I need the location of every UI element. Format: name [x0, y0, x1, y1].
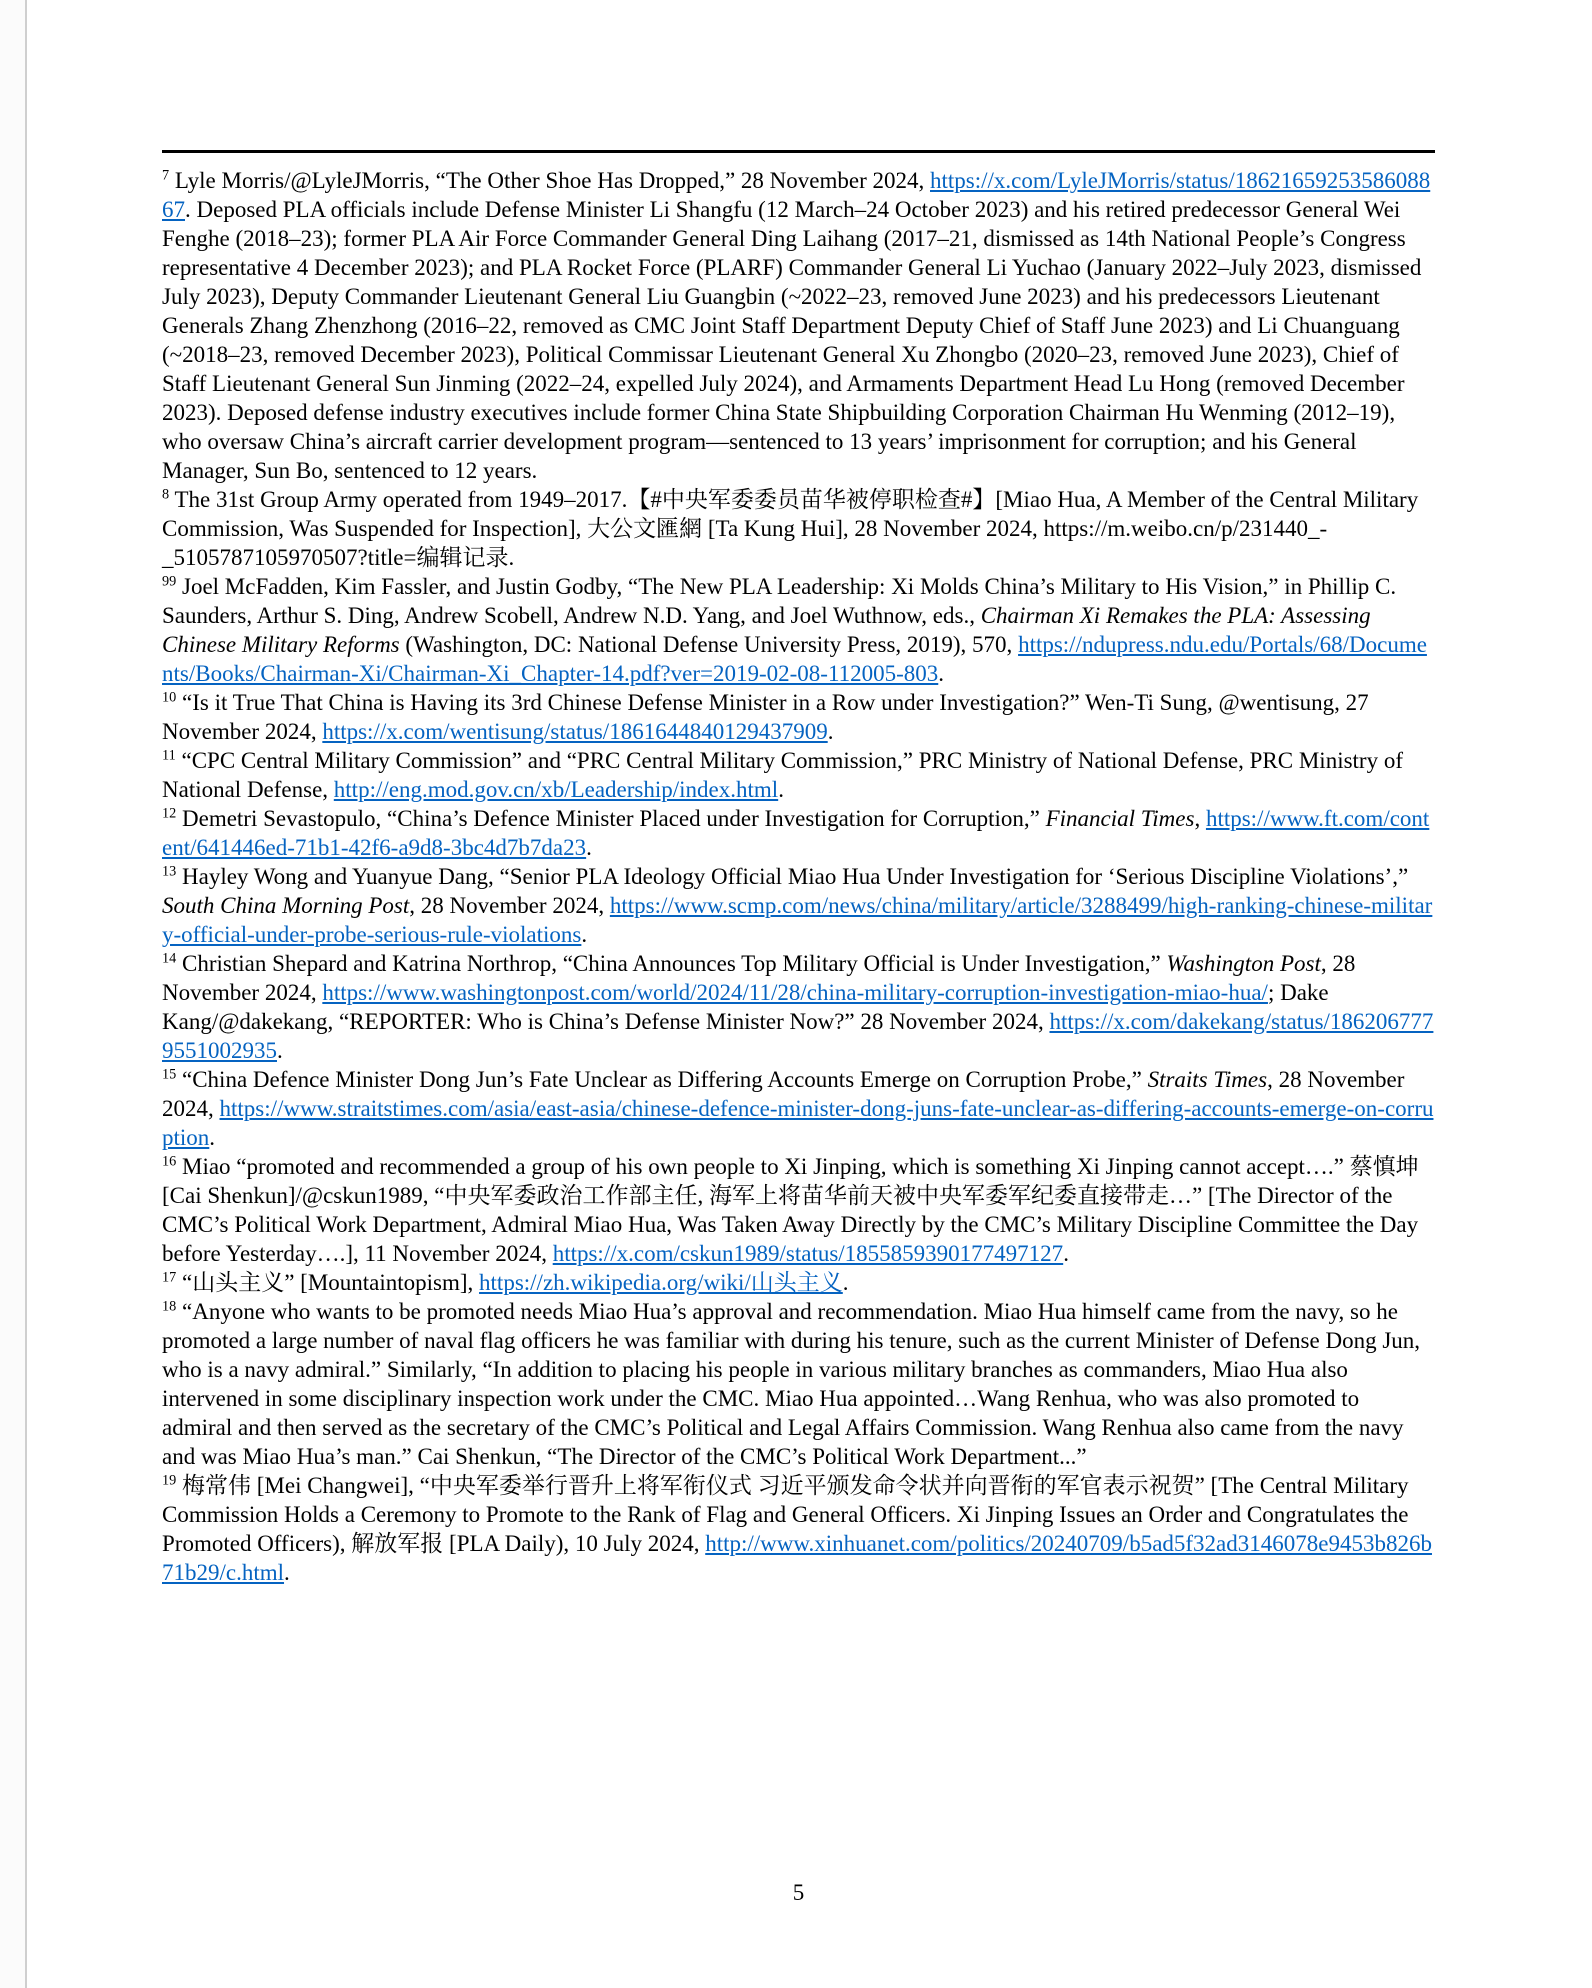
footnote-link[interactable]: http://eng.mod.gov.cn/xb/Leadership/index.html [333, 777, 779, 802]
footnote-number: 16 [162, 1153, 177, 1170]
page-margin-strip [0, 0, 25, 1988]
footnote-separator-rule [162, 150, 1435, 153]
footnote-99: $^{99}$ Joel McFadden, Kim Fassler, and Justin Godby, “The New PLA Leadership: Xi Molds China’s Military to His Vision,” in Phillip C. Saunders, Arthur S. Ding, Andrew Scobell, Andrew N.D. Yang, and Joel Wuthnow, eds., Chairman Xi Remakes the PLA: Assessing Chinese Military Reforms (Washington, DC: National Defense University Press, 2019), 570, https://ndupress.ndu.edu/Portals/68/Documents/Books/Chairman-Xi/Chairman-Xi_Chapter-14.pdf?ver=2019-02-08-112005-803. [162, 573, 1427, 686]
footnote-link[interactable]: https://www.washingtonpost.com/world/2024/11/28/china-military-corruption-investigation-miao-hua/ [322, 980, 1268, 1005]
footnote-number: 18 [162, 1298, 177, 1315]
footnote-number: 13 [162, 863, 177, 880]
footnote-italic-text: Chairman Xi Remakes the PLA: Assessing Chinese Military Reforms [162, 603, 1371, 657]
footnote-number: 17 [162, 1269, 177, 1286]
footnote-number: 15 [162, 1066, 177, 1083]
footnote-link[interactable]: https://x.com/LyleJMorris/status/1862165925358608867 [162, 168, 1431, 222]
page-number: 5 [792, 1880, 805, 1905]
footnote-17: $^{17}$ “山头主义” [Mountaintopism], https://zh.wikipedia.org/wiki/山头主义. [162, 1269, 849, 1295]
footnote-link[interactable]: https://www.ft.com/content/641446ed-71b1-42f6-a9d8-3bc4d7b7da23 [162, 806, 1430, 860]
footnote-8: $^8$ The 31st Group Army operated from 1949–2017.【#中央军委委员苗华被停职检查#】[Miao Hua, A Member of the Central Military Commission, Was Suspended for Inspection], 大公文匯網 [Ta Kung Hui], 28 November 2024, https://m.weibo.cn/p/231440_-_5105787105970507?title=编辑记录. [162, 486, 1419, 570]
footnote-number: 14 [162, 950, 177, 967]
footnote-number: 11 [162, 747, 176, 764]
footnote-19: $^{19}$ 梅常伟 [Mei Changwei], “中央军委举行晋升上将军衔仪式 习近平颁发命令状并向晋衔的军官表示祝贺” [The Central Military Commission Holds a Ceremony to Promote to the Rank of Flag and General Officers. Xi Jinping Issues an Order and Congratulates the Promoted Officers), 解放军报 [PLA Daily), 10 July 2024, http://www.xinhuanet.com/politics/20240709/b5ad5f32ad3146078e9453b826b71b29/c.html. [162, 1472, 1432, 1585]
footnote-13: $^{13}$ Hayley Wong and Yuanyue Dang, “Senior PLA Ideology Official Miao Hua Under Investigation for ‘Serious Discipline Violations’,” South China Morning Post, 28 November 2024, https://www.scmp.com/news/china/military/article/3288499/high-ranking-chinese-military-official-under-probe-serious-rule-violations. [162, 863, 1433, 947]
footnote-link[interactable]: https://x.com/dakekang/status/1862067779551002935 [162, 1009, 1434, 1063]
footnote-7: $^7$ Lyle Morris/@LyleJMorris, “The Other Shoe Has Dropped,” 28 November 2024, https://x.com/LyleJMorris/status/1862165925358608867. Deposed PLA officials include Defense Minister Li Shangfu (12 March–24 October 2023) and his retired predecessor General Wei Fenghe (2018–23); former PLA Air Force Commander General Ding Laihang (2017–21, dismissed as 14th National People’s Congress representative 4 December 2023); and PLA Rocket Force (PLARF) Commander General Li Yuchao (January 2022–July 2023, dismissed July 2023), Deputy Commander Lieutenant General Liu Guangbin (~2022–23, removed June 2023) and his predecessors Lieutenant Generals Zhang Zhenzhong (2016–22, removed as CMC Joint Staff Department Deputy Chief of Staff June 2023) and Li Chuanguang (~2018–23, removed December 2023), Political Commissar Lieutenant General Xu Zhongbo (2020–23, removed June 2023), Chief of Staff Lieutenant General Sun Jinming (2022–24, expelled July 2024), and Armaments Department Head Lu Hong (removed December 2023). Deposed defense industry executives include former China State Shipbuilding Corporation Chairman Hu Wenming (2012–19), who oversaw China’s aircraft carrier development program—sentenced to 13 years’ imprisonment for corruption; and his General Manager, Sun Bo, sentenced to 12 years. [162, 167, 1431, 483]
footnote-10: $^{10}$ “Is it True That China is Having its 3rd Chinese Defense Minister in a Row under Investigation?” Wen-Ti Sung, @wentisung, 27 November 2024, https://x.com/wentisung/status/1861644840129437909. [162, 689, 1369, 744]
footnotes-list [162, 166, 1435, 1587]
footnote-15: $^{15}$ “China Defence Minister Dong Jun’s Fate Unclear as Differing Accounts Emerge on Corruption Probe,” Straits Times, 28 November 2024, https://www.straitstimes.com/asia/east-asia/chinese-defence-minister-dong-juns-fate-unclear-as-differing-accounts-emerge-on-corruption. [162, 1066, 1434, 1150]
footnote-link[interactable]: https://x.com/cskun1989/status/1855859390177497127 [552, 1241, 1064, 1266]
footnote-link[interactable]: http://www.xinhuanet.com/politics/20240709/b5ad5f32ad3146078e9453b826b71b29/c.html [162, 1531, 1432, 1585]
footnote-number: 8 [162, 486, 170, 503]
footnote-11: $^{11}$ “CPC Central Military Commission” and “PRC Central Military Commission,” PRC Ministry of National Defense, PRC Ministry of National Defense, http://eng.mod.gov.cn/xb/Leadership/index.html. [162, 747, 1403, 802]
footnotes-section [162, 150, 1435, 1587]
footnote-italic-text: Washington Post [1166, 951, 1321, 976]
footnote-link[interactable]: https://ndupress.ndu.edu/Portals/68/Documents/Books/Chairman-Xi/Chairman-Xi_Chapter-14.pdf?ver=2019-02-08-112005-803 [162, 632, 1427, 686]
footnote-link[interactable]: https://x.com/wentisung/status/1861644840129437909 [322, 719, 828, 744]
footnote-number: 99 [162, 573, 177, 590]
footnote-italic-text: Straits Times [1147, 1067, 1268, 1092]
footnote-number: 12 [162, 805, 177, 822]
footnote-italic-text: South China Morning Post [162, 893, 410, 918]
footnote-14: $^{14}$ Christian Shepard and Katrina Northrop, “China Announces Top Military Official is Under Investigation,” Washington Post, 28 November 2024, https://www.washingtonpost.com/world/2024/11/28/china-military-corruption-investigation-miao-hua/; Dake Kang/@dakekang, “REPORTER: Who is China’s Defense Minister Now?” 28 November 2024, https://x.com/dakekang/status/1862067779551002935. [162, 950, 1434, 1063]
footnote-number: 19 [162, 1472, 177, 1489]
footnote-link[interactable]: https://www.straitstimes.com/asia/east-asia/chinese-defence-minister-dong-juns-fate-unclear-as-differing-accounts-emerge-on-corruption [162, 1096, 1434, 1150]
footnote-link[interactable]: https://www.scmp.com/news/china/military/article/3288499/high-ranking-chinese-military-official-under-probe-serious-rule-violations [162, 893, 1433, 947]
footnote-number: 7 [162, 167, 170, 184]
footnote-link[interactable]: https://zh.wikipedia.org/wiki/山头主义 [479, 1270, 843, 1295]
footnote-number: 10 [162, 689, 177, 706]
page-edge-line [25, 0, 27, 1988]
footnote-16: $^{16}$ Miao “promoted and recommended a group of his own people to Xi Jinping, which is something Xi Jinping cannot accept….” 蔡慎坤 [Cai Shenkun]/@cskun1989, “中央军委政治工作部主任, 海军上将苗华前天被中央军委军纪委直接带走…” [The Director of the CMC’s Political Work Department, Admiral Miao Hua, Was Taken Away Directly by the CMC’s Military Discipline Committee the Day before Yesterday….], 11 November 2024, https://x.com/cskun1989/status/1855859390177497127. [162, 1153, 1419, 1266]
footnote-18: $^{18}$ “Anyone who wants to be promoted needs Miao Hua’s approval and recommendation. Miao Hua himself came from the navy, so he promoted a large number of naval flag officers he was familiar with during his tenure, such as the current Minister of Defense Dong Jun, who is a navy admiral.” Similarly, “In addition to placing his people in various military branches as commanders, Miao Hua also intervened in some disciplinary inspection work under the CMC. Miao Hua appointed…Wang Renhua, who was also promoted to admiral and then served as the secretary of the CMC’s Political and Legal Affairs Commission. Wang Renhua also came from the navy and was Miao Hua’s man.” Cai Shenkun, “The Director of the CMC’s Political Work Department...” [162, 1298, 1421, 1469]
footnote-12: $^{12}$ Demetri Sevastopulo, “China’s Defence Minister Placed under Investigation for Corruption,” Financial Times, https://www.ft.com/content/641446ed-71b1-42f6-a9d8-3bc4d7b7da23. [162, 805, 1430, 860]
footnote-italic-text: Financial Times [1045, 806, 1195, 831]
